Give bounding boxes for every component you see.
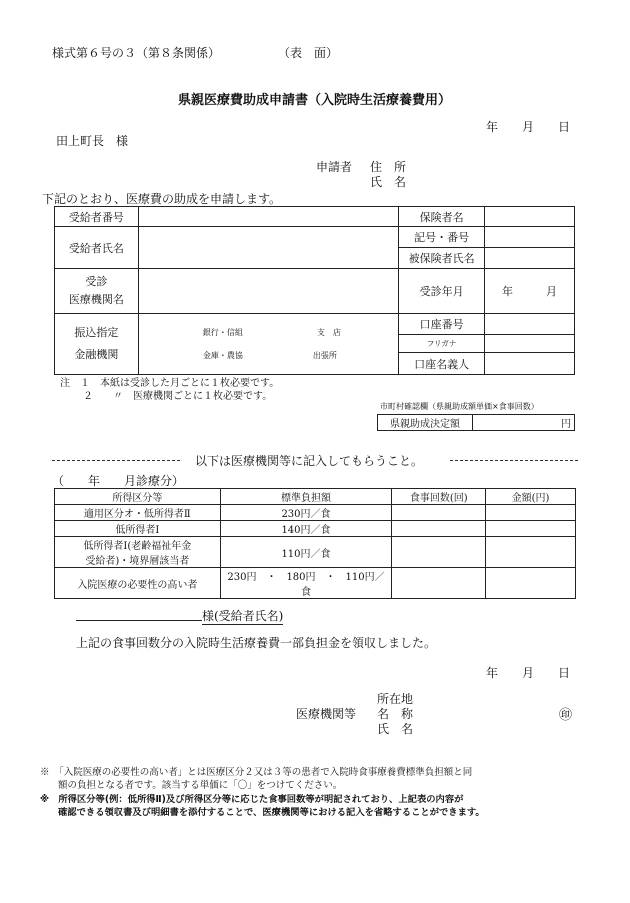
person-name-label: 氏 名: [377, 722, 414, 736]
transfer-label: [55, 314, 139, 375]
location-label: 所在地: [377, 692, 414, 706]
title-label: 名 称: [377, 707, 414, 721]
visit-month-field[interactable]: 年 月: [485, 269, 575, 314]
footnote-1-line1: ※ 「入院医療の必要性の高い者」とは医療区分２又は３等の患者で入院時食事療養費標準負担額と同: [40, 767, 473, 778]
row-2-amount-field[interactable]: [486, 521, 576, 537]
row-3-category: [55, 537, 221, 568]
divider-right: [450, 460, 578, 461]
recipient-signature-line[interactable]: [76, 620, 202, 621]
side-label: （表 面）: [278, 46, 339, 60]
row-3-category-line1: 低所得者Ⅰ(老齢福祉年金: [83, 541, 192, 552]
transfer-label-line1: 振込指定: [74, 326, 119, 339]
recipient-number-field[interactable]: [138, 207, 398, 227]
row-1-amount-field[interactable]: [486, 505, 576, 521]
address-label: 住 所: [370, 160, 407, 174]
confirm-unit: 円: [561, 419, 571, 430]
clinic-field[interactable]: [138, 269, 398, 314]
footnote-2-line2: 確認できる領収書及び明細書を添付することで、医療機関等における記入を省略することができます。: [58, 807, 485, 818]
header-standard: 標準負担額: [220, 489, 392, 505]
branch-type-2: 出張所: [312, 351, 337, 360]
row-2-count-field[interactable]: [392, 521, 486, 537]
row-1-category: 適用区分オ・低所得者Ⅱ: [55, 505, 221, 521]
bank-field[interactable]: [138, 314, 398, 375]
name-label: 氏 名: [370, 175, 407, 189]
application-table: [54, 206, 575, 375]
furigana-label: フリガナ: [399, 335, 485, 353]
confirm-label: 県親助成決定額: [378, 415, 473, 431]
footnote-1-line2: 額の負担となる者です。該当する単価に「〇」をつけてください。: [58, 780, 343, 791]
addressee: 田上町長 様: [56, 134, 129, 148]
recipient-name-label: 受給者氏名: [55, 227, 139, 269]
branch-type-1: 支 店: [316, 328, 341, 337]
account-holder-field[interactable]: [485, 353, 575, 375]
row-3-standard: 110円／食: [220, 537, 392, 568]
recipient-number-label: 受給者番号: [55, 207, 139, 227]
receipt-text: 上記の食事回数分の入院時生活療養費一部負担金を領収しました。: [76, 636, 437, 650]
note-1: 注 １ 本紙は受診した月ごとに１枚必要です。: [60, 378, 280, 389]
account-number-label: 口座番号: [399, 314, 485, 335]
confirm-box: [377, 414, 575, 431]
seal-icon: ㊞: [559, 708, 573, 723]
intro-text: 下記のとおり、医療費の助成を申請します。: [42, 192, 282, 206]
bank-type-2: 金庫・農協: [202, 351, 243, 360]
row-3-category-line2: 受給者)・境界層該当者: [85, 556, 190, 567]
row-4-standard: 230円 ・ 180円 ・ 110円／食: [220, 568, 392, 599]
institution-label: 医療機関等: [296, 707, 357, 721]
symbol-number-label: 記号・番号: [399, 227, 485, 248]
clinic-label-line1: 受診: [85, 275, 108, 288]
insurer-name-field[interactable]: [485, 207, 575, 227]
header-meal-count: 食事回数(回): [392, 489, 486, 505]
form-number: 様式第６号の３（第８条関係）: [52, 46, 221, 60]
row-4-count-field[interactable]: [392, 568, 486, 599]
clinic-label-line2: 医療機関名: [68, 293, 124, 306]
account-number-field[interactable]: [485, 314, 575, 335]
row-4-category: 入院医療の必要性の高い者: [55, 568, 221, 599]
recipient-suffix: 様(受給者氏名): [202, 609, 284, 623]
symbol-number-field[interactable]: [485, 227, 575, 248]
footnote-2-line1: ※ 所得区分等(例：低所得Ⅱ)及び所得区分等に応じた食事回数等が明記されており、上記表の内容が: [40, 794, 464, 805]
clinic-label: [55, 269, 139, 314]
receipt-date: 年 月 日: [486, 666, 571, 680]
period-label: （ 年 月診療分）: [52, 474, 185, 488]
divider-text: 以下は医療機関等に記入してもらうこと。: [195, 454, 424, 468]
insured-name-field[interactable]: [485, 248, 575, 269]
row-2-standard: 140円／食: [220, 521, 392, 537]
visit-month-label: 受診年月: [399, 269, 485, 314]
row-4-amount-field[interactable]: [486, 568, 576, 599]
transfer-label-line2: 金融機関: [74, 348, 119, 361]
row-3-count-field[interactable]: [392, 537, 486, 568]
row-1-standard: 230円／食: [220, 505, 392, 521]
confirm-amount-field[interactable]: [473, 415, 575, 431]
recipient-name-field[interactable]: [138, 227, 398, 269]
insured-name-label: 被保険者氏名: [399, 248, 485, 269]
note-2: ２ 〃 医療機関ごとに１枚必要です。: [83, 391, 273, 402]
row-1-count-field[interactable]: [392, 505, 486, 521]
page-title: 県親医療費助成申請書（入院時生活療養費用）: [178, 93, 452, 108]
date-line: 年 月 日: [486, 120, 571, 134]
insurer-name-label: 保険者名: [399, 207, 485, 227]
bank-type-1: 銀行・信組: [202, 328, 243, 337]
row-3-amount-field[interactable]: [486, 537, 576, 568]
applicant-label: 申請者: [316, 160, 353, 174]
header-amount: 金額(円): [486, 489, 576, 505]
account-holder-label: 口座名義人: [399, 353, 485, 375]
furigana-field[interactable]: [485, 335, 575, 353]
divider-left: [52, 460, 180, 461]
header-category: 所得区分等: [55, 489, 221, 505]
meal-table: [54, 488, 576, 599]
confirm-caption: 市町村確認欄（県親助成額単価×食事回数）: [380, 402, 539, 411]
row-2-category: 低所得者Ⅰ: [55, 521, 221, 537]
